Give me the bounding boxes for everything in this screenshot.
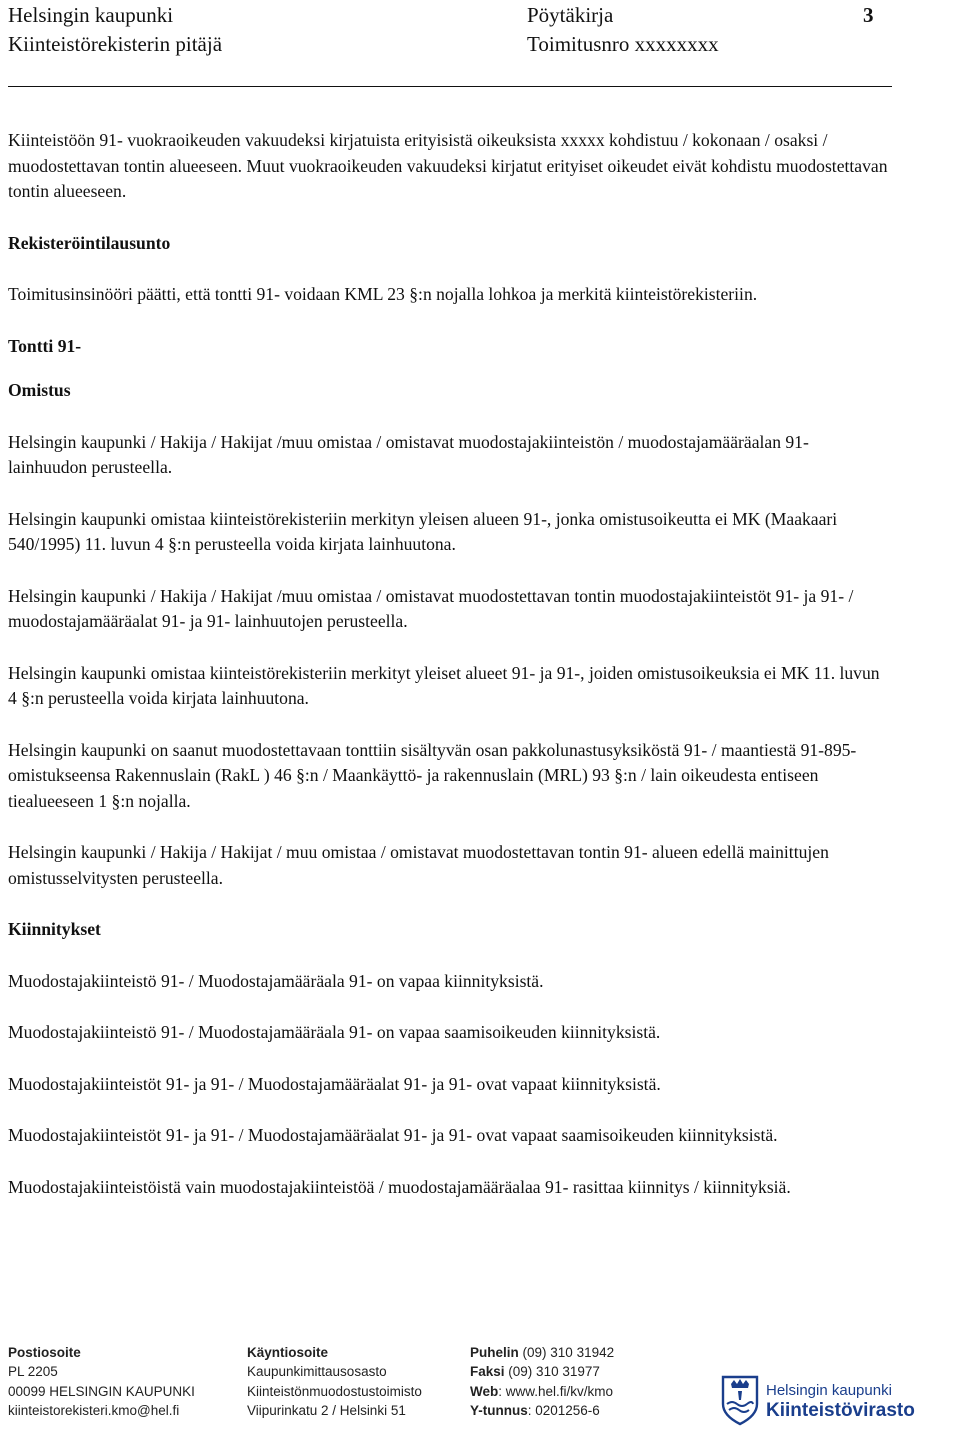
heading-registration: Rekisteröintilausunto bbox=[8, 232, 171, 253]
paragraph-mortgages-1: Muodostajakiinteistö 91- / Muodostajamääräala 91- on vapaa kiinnityksistä. bbox=[8, 970, 544, 991]
header-unit: Kiinteistörekisterin pitäjä bbox=[8, 32, 223, 56]
paragraph-mortgages-2: Muodostajakiinteistö 91- / Muodostajamääräala 91- on vapaa saamisoikeuden kiinnityksistä. bbox=[8, 1022, 661, 1042]
header-procedure-number: Toimitusnro xxxxxxxx bbox=[527, 32, 719, 56]
ytunnus-label: Y-tunnus bbox=[470, 1403, 528, 1419]
logo-city: Helsingin kaupunki bbox=[766, 1382, 892, 1399]
ytunnus-value: : 0201256-6 bbox=[527, 1403, 600, 1419]
postal-city: 00099 HELSINGIN KAUPUNKI bbox=[8, 1383, 195, 1399]
visiting-street: Viipurinkatu 2 / Helsinki 51 bbox=[247, 1403, 406, 1419]
paragraph-mortgages-3: Muodostajakiinteistöt 91- ja 91- / Muodostajamääräalat 91- ja 91- ovat vapaat kiinnityksistä. bbox=[8, 1073, 661, 1094]
header-divider bbox=[8, 86, 892, 87]
document-body bbox=[8, 128, 888, 1200]
ytunnus-row bbox=[470, 1401, 614, 1420]
postal-label: Postiosoite bbox=[8, 1345, 81, 1360]
postal-box: PL 2205 bbox=[8, 1364, 58, 1380]
web-label: Web bbox=[470, 1383, 499, 1399]
heading-mortgages: Kiinnitykset bbox=[8, 919, 101, 939]
paragraph-ownership-5: Helsingin kaupunki on saanut muodostettavaan tonttiin sisältyvän osan pakkolunastusyksiköstä 91- / maantiestä 91-895- omistukseensa Rakennuslain (RakL ) 46 §:n / Maankäyttö- ja rakennuslain (MRL) 93 §:n / lain oikeudesta entiseen tiealueeseen 1 §:n nojalla. bbox=[8, 739, 857, 811]
visiting-office: Kiinteistönmuodostustoimisto bbox=[247, 1383, 422, 1399]
phone-label: Puhelin bbox=[470, 1345, 519, 1360]
paragraph-ownership-6: Helsingin kaupunki / Hakija / Hakijat / muu omistaa / omistavat muodostettavan tontin 91- alueen edellä mainittujen omistusselvitysten perusteella. bbox=[8, 842, 829, 888]
paragraph-ownership-2: Helsingin kaupunki omistaa kiinteistörekisteriin merkityn yleisen alueen 91-, jonka omistusoikeutta ei MK (Maakaari 540/1995) 11. luvun 4 §:n perusteella voida kirjata lainhuutona. bbox=[8, 508, 838, 554]
footer-postal-address bbox=[8, 1343, 195, 1421]
paragraph-mortgages-4: Muodostajakiinteistöt 91- ja 91- / Muodostajamääräalat 91- ja 91- ovat vapaat saamisoikeuden kiinnityksistä. bbox=[8, 1125, 778, 1145]
logo-wordmark bbox=[766, 1382, 915, 1422]
postal-email-link[interactable]: kiinteistorekisteri.kmo@hel.fi bbox=[8, 1403, 180, 1419]
paragraph-registration: Toimitusinsinööri päätti, että tontti 91- voidaan KML 23 §:n nojalla lohkoa ja merkitä kiinteistörekisteriin. bbox=[8, 284, 758, 304]
web-link[interactable]: : www.hel.fi/kv/kmo bbox=[498, 1383, 614, 1399]
paragraph-ownership-3: Helsingin kaupunki / Hakija / Hakijat /muu omistaa / omistavat muodostettavan tontin muodostajakiinteistöt 91- ja 91- / muodostajamääräalat 91- ja 91- lainhuutojen perusteella. bbox=[8, 585, 854, 631]
phone-row bbox=[470, 1343, 614, 1362]
footer-contact bbox=[470, 1343, 614, 1421]
footer-visiting-address bbox=[247, 1343, 422, 1421]
visiting-department: Kaupunkimittausosasto bbox=[247, 1364, 387, 1380]
paragraph-ownership-1: Helsingin kaupunki / Hakija / Hakijat /muu omistaa / omistavat muodostajakiinteistön / muodostajamääräalan 91- lainhuudon perusteella. bbox=[8, 431, 809, 477]
helsinki-coat-of-arms-icon bbox=[720, 1374, 760, 1426]
header-org: Helsingin kaupunki bbox=[8, 3, 174, 27]
fax-label: Faksi bbox=[470, 1364, 505, 1380]
header-page-number: 3 bbox=[863, 3, 874, 27]
agency-logo bbox=[720, 1372, 950, 1432]
logo-agency: Kiinteistövirasto bbox=[766, 1400, 915, 1421]
phone-number: (09) 310 31942 bbox=[522, 1345, 615, 1360]
fax-number: (09) 310 31977 bbox=[508, 1364, 600, 1380]
paragraph-mortgages-5: Muodostajakiinteistöistä vain muodostajakiinteistöä / muodostajamääräalaa 91- rasittaa kiinnitys / kiinnityksiä. bbox=[8, 1176, 791, 1197]
heading-ownership: Omistus bbox=[8, 380, 71, 400]
fax-row bbox=[470, 1362, 614, 1381]
header-doc-type: Pöytäkirja bbox=[527, 3, 614, 27]
web-row bbox=[470, 1382, 614, 1401]
visiting-label: Käyntiosoite bbox=[247, 1345, 329, 1360]
paragraph-intro: Kiinteistöön 91- vuokraoikeuden vakuudeksi kirjatuista erityisistä oikeuksista xxxxx kohdistuu / kokonaan / osaksi / muodostettavan tontin alueeseen. Muut vuokraoikeuden vakuudeksi kirjatut erityiset oikeudet eivät kohdistu muodostettavan tontin alueeseen. bbox=[8, 130, 888, 201]
heading-plot: Tontti 91- bbox=[8, 335, 82, 356]
paragraph-ownership-4: Helsingin kaupunki omistaa kiinteistörekisteriin merkityt yleiset alueet 91- ja 91-, joiden omistusoikeuksia ei MK 11. luvun 4 §:n perusteella voida kirjata lainhuutona. bbox=[8, 662, 880, 708]
